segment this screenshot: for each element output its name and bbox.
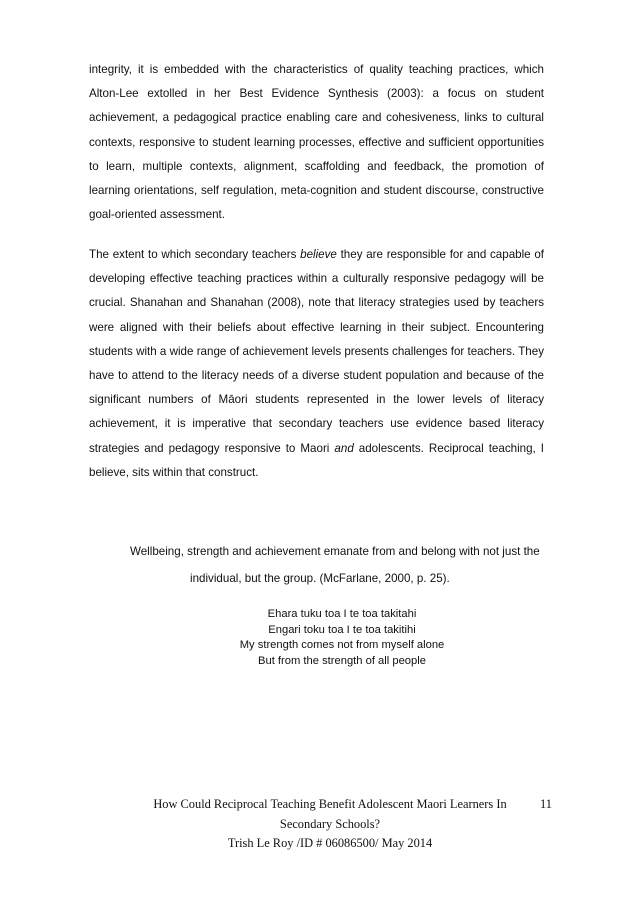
text-line: have to attend to the literacy needs of a diverse student population and because of the bbox=[89, 369, 544, 383]
page-footer bbox=[100, 795, 560, 854]
text-line: learning orientations, self regulation, meta-cognition and student discourse, constructive bbox=[89, 184, 544, 198]
paragraph-quality-teaching bbox=[89, 58, 544, 227]
proverb-line: Engari toku toa I te toa takitihi bbox=[268, 623, 416, 636]
proverb-line: But from the strength of all people bbox=[258, 654, 426, 667]
text-line: were aligned with their beliefs about effective learning in their subject. Encountering bbox=[89, 320, 544, 334]
footer-title-line: Secondary Schools? bbox=[279, 816, 381, 831]
text-line: achievement, it is imperative that secondary teachers use evidence based literacy bbox=[89, 417, 544, 431]
paragraph-secondary-teachers bbox=[89, 243, 544, 485]
text-line: developing effective teaching practices within a culturally responsive pedagogy will be bbox=[89, 272, 544, 286]
text-line: achievement, a pedagogical practice enabling care and cohesiveness, links to cultural bbox=[89, 111, 544, 125]
proverb-line: My strength comes not from myself alone bbox=[239, 639, 445, 651]
text-line: crucial. Shanahan and Shanahan (2008), note that literacy strategies used by teachers bbox=[89, 296, 544, 310]
emphasis-believe: believe bbox=[300, 248, 337, 261]
text-line: significant numbers of Māori students represented in the lower levels of literacy bbox=[89, 393, 544, 407]
text-run: The extent to which secondary teachers bbox=[89, 248, 301, 261]
footer-title-line: How Could Reciprocal Teaching Benefit Adolescent Maori Learners In bbox=[153, 797, 507, 811]
text-line: contexts, responsive to student learning processes, effective and sufficient opportunities bbox=[89, 135, 544, 149]
text-line: goal-oriented assessment. bbox=[89, 208, 225, 222]
emphasis-and: and bbox=[334, 441, 354, 455]
block-quote-line: Wellbeing, strength and achievement emanate from and belong with not just the bbox=[130, 545, 540, 558]
proverb-line: Ehara tuku toa I te toa takitahi bbox=[267, 608, 417, 620]
block-quote-citation: individual, but the group. (McFarlane, 2000, p. 25). bbox=[190, 572, 450, 585]
text-line: believe, sits within that construct. bbox=[89, 465, 259, 479]
maori-proverb bbox=[200, 607, 484, 669]
text-run: strategies and pedagogy responsive to Maori bbox=[89, 441, 335, 455]
text-run: adolescents. Reciprocal teaching, I bbox=[353, 441, 545, 455]
text-line: to learn, multiple contexts, alignment, scaffolding and feedback, the promotion of bbox=[89, 159, 544, 173]
text-line: integrity, it is embedded with the characteristics of quality teaching practices, which bbox=[89, 63, 544, 76]
text-run: they are responsible for and capable of bbox=[336, 248, 544, 261]
page-number: 11 bbox=[540, 797, 552, 811]
text-line bbox=[89, 437, 544, 461]
text-line: Alton-Lee extolled in her Best Evidence Synthesis (2003): a focus on student bbox=[89, 87, 544, 101]
footer-author-line: Trish Le Roy /ID # 06086500/ May 2014 bbox=[227, 836, 433, 850]
text-line bbox=[89, 243, 544, 267]
text-line: students with a wide range of achievement levels presents challenges for teachers. They bbox=[89, 344, 544, 358]
